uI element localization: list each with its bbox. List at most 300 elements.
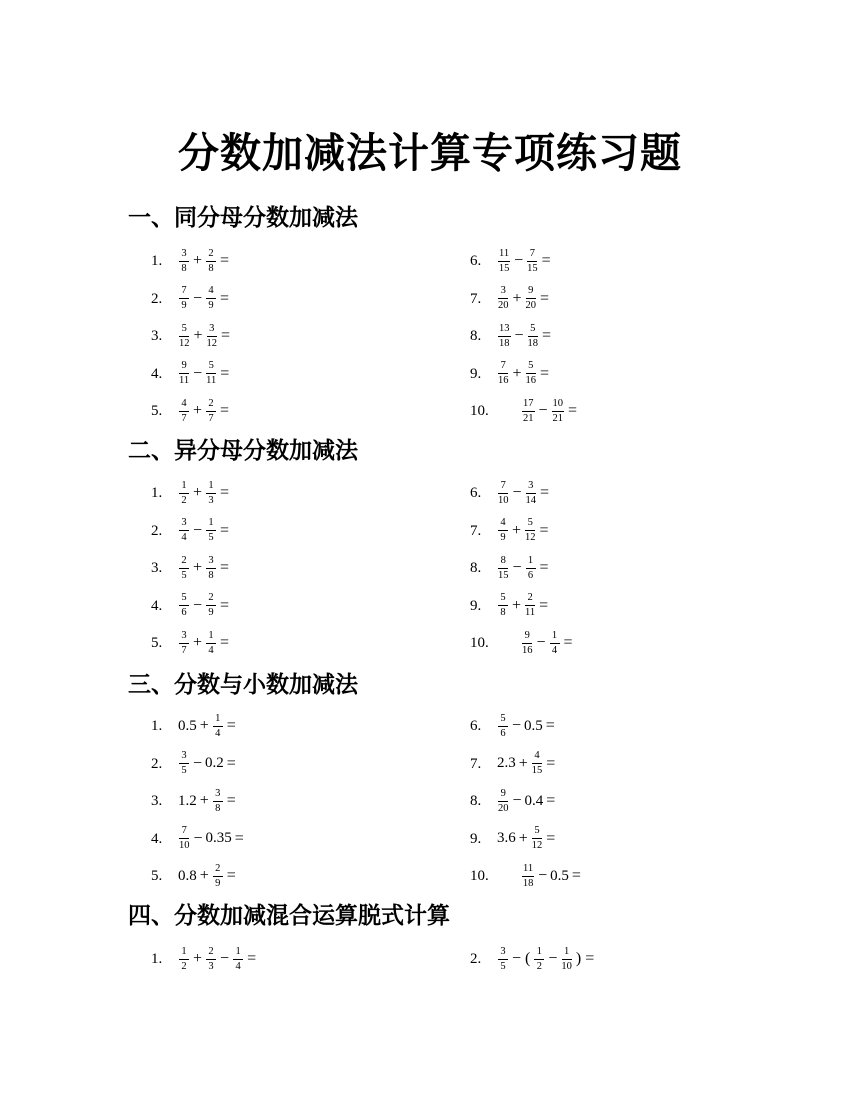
exercise-number: 3. [151, 328, 163, 344]
fraction [179, 555, 189, 582]
denominator: 10 [179, 840, 190, 851]
denominator: 9 [208, 607, 214, 618]
exercise-expression [177, 746, 238, 782]
minus-sign: − [193, 829, 203, 847]
fraction [534, 946, 544, 973]
denominator: 16 [498, 375, 509, 386]
equals-sign: = [542, 327, 552, 344]
fraction [522, 863, 534, 890]
fraction [233, 946, 243, 973]
exercise-number: 7. [470, 755, 482, 772]
numerator: 1 [179, 946, 189, 960]
exercise-expression [496, 475, 551, 511]
fraction [206, 630, 216, 657]
denominator: 4 [215, 727, 221, 739]
exercise-expression [177, 821, 246, 857]
plus-sign: + [512, 364, 522, 382]
equals-sign: = [234, 829, 244, 847]
numerator: 3 [213, 788, 223, 802]
equals-sign: = [541, 252, 551, 269]
equals-sign: = [539, 596, 549, 614]
fraction [206, 592, 216, 619]
exercise-expression [496, 783, 557, 819]
exercise-expression [496, 356, 551, 392]
exercise-number: 3. [151, 793, 163, 809]
numerator: 7 [179, 285, 189, 299]
denominator: 11 [179, 375, 190, 386]
fraction [179, 480, 189, 507]
fraction [498, 788, 509, 815]
denominator: 20 [498, 802, 509, 814]
denominator: 7 [181, 644, 187, 656]
plus-sign: + [518, 829, 528, 847]
exercise-number: 2. [151, 755, 163, 772]
minus-sign: − [193, 289, 203, 307]
denominator: 21 [523, 412, 534, 424]
numerator: 7 [498, 360, 508, 374]
fraction [526, 285, 537, 312]
denominator: 2 [536, 960, 542, 972]
denominator: 12 [206, 337, 218, 349]
equals-sign: = [220, 521, 230, 539]
fraction [561, 946, 572, 973]
denominator: 7 [208, 412, 214, 424]
denominator: 15 [527, 262, 538, 274]
exercise-number: 8. [470, 560, 482, 576]
fraction [207, 323, 218, 350]
plus-sign: + [199, 792, 209, 809]
decimal-number: 0.8 [178, 867, 197, 884]
fraction [179, 248, 189, 275]
denominator: 9 [500, 532, 506, 543]
numerator: 2 [206, 248, 216, 262]
fraction [498, 285, 509, 312]
fraction [179, 946, 189, 973]
numerator: 9 [526, 285, 536, 299]
fraction [213, 863, 223, 890]
numerator: 1 [534, 946, 544, 960]
exercise-number: 1. [151, 485, 163, 501]
numerator: 4 [498, 517, 508, 531]
exercise-number: 10. [470, 403, 489, 419]
equals-sign: = [226, 717, 236, 734]
parenthesis: ( [525, 950, 531, 967]
fraction [179, 517, 189, 544]
denominator: 5 [181, 569, 187, 581]
fraction [526, 555, 536, 582]
denominator: 8 [208, 262, 214, 274]
numerator: 17 [522, 398, 535, 412]
fraction [552, 398, 565, 425]
plus-sign: + [193, 950, 203, 967]
denominator: 5 [500, 960, 506, 972]
section-heading: 二、异分母分数加减法 [128, 438, 358, 464]
decimal-number: 0.5 [178, 717, 197, 734]
numerator: 3 [179, 517, 189, 531]
exercise-number: 6. [470, 718, 482, 734]
fraction [498, 323, 511, 350]
equals-sign: = [540, 289, 550, 307]
fraction [526, 480, 537, 507]
fraction [206, 360, 216, 387]
section-heading: 三、分数与小数加减法 [128, 672, 358, 698]
exercise-number: 7. [470, 522, 482, 539]
numerator: 1 [562, 946, 572, 960]
plus-sign: + [193, 634, 203, 651]
denominator: 6 [181, 607, 187, 618]
fraction [179, 592, 189, 619]
fraction [528, 323, 539, 350]
exercise-expression [496, 588, 550, 624]
decimal-number: 3.6 [497, 830, 516, 846]
equals-sign: = [220, 596, 230, 614]
fraction [179, 398, 189, 425]
page-title: 分数加减法计算专项练习题 [178, 129, 682, 177]
denominator: 14 [525, 494, 537, 506]
exercise-expression [496, 243, 553, 279]
denominator: 12 [525, 532, 536, 543]
minus-sign: − [548, 950, 558, 967]
plus-sign: + [193, 252, 203, 269]
denominator: 15 [498, 569, 509, 581]
equals-sign: = [247, 950, 257, 967]
exercise-expression [496, 318, 553, 354]
minus-sign: − [512, 950, 522, 967]
exercise-number: 10. [470, 868, 489, 884]
numerator: 5 [525, 517, 535, 531]
exercise-expression [177, 318, 232, 354]
plus-sign: + [512, 289, 522, 307]
denominator: 15 [531, 765, 543, 776]
denominator: 5 [181, 765, 187, 776]
numerator: 11 [498, 248, 510, 262]
numerator: 5 [179, 592, 189, 606]
equals-sign: = [539, 521, 549, 539]
decimal-number: 0.2 [205, 755, 224, 771]
exercise-expression [177, 550, 231, 586]
exercise-expression [177, 783, 238, 819]
numerator: 3 [179, 630, 189, 644]
numerator: 5 [526, 360, 536, 374]
fraction [525, 517, 536, 544]
exercise-number: 8. [470, 793, 482, 809]
numerator: 13 [498, 323, 511, 337]
equals-sign: = [546, 754, 556, 772]
fraction [525, 592, 535, 619]
exercise-number: 5. [151, 635, 163, 651]
minus-sign: − [536, 634, 546, 651]
numerator: 1 [550, 630, 560, 644]
fraction [498, 360, 509, 387]
numerator: 1 [213, 713, 223, 727]
numerator: 7 [498, 480, 508, 494]
plus-sign: + [193, 327, 203, 344]
fraction [213, 713, 223, 740]
exercise-expression [177, 513, 231, 549]
fraction [527, 248, 538, 275]
equals-sign: = [226, 754, 236, 772]
minus-sign: − [512, 484, 522, 501]
fraction [179, 285, 189, 312]
numerator: 5 [528, 323, 538, 337]
decimal-number: 0.35 [205, 830, 232, 846]
fraction [206, 285, 216, 312]
numerator: 3 [206, 555, 216, 569]
exercise-number: 4. [151, 365, 163, 382]
equals-sign: = [220, 634, 230, 651]
numerator: 5 [179, 323, 189, 337]
exercise-number: 9. [470, 365, 482, 382]
fraction [498, 555, 509, 582]
denominator: 2 [181, 960, 187, 972]
exercise-number: 1. [151, 253, 163, 269]
denominator: 10 [498, 494, 509, 506]
denominator: 12 [531, 840, 543, 851]
denominator: 20 [498, 300, 509, 311]
denominator: 18 [522, 877, 534, 889]
plus-sign: + [512, 596, 522, 614]
minus-sign: − [220, 950, 230, 967]
plus-sign: + [518, 754, 528, 772]
numerator: 5 [532, 825, 542, 839]
fraction [179, 630, 189, 657]
minus-sign: − [193, 596, 203, 614]
fraction [522, 398, 535, 425]
numerator: 1 [206, 630, 216, 644]
exercise-number: 4. [151, 830, 163, 847]
denominator: 9 [181, 300, 187, 311]
numerator: 10 [552, 398, 565, 412]
minus-sign: − [538, 402, 548, 419]
denominator: 3 [208, 494, 214, 506]
fraction [206, 248, 216, 275]
exercise-number: 1. [151, 951, 163, 967]
denominator: 9 [215, 877, 221, 889]
exercise-number: 5. [151, 868, 163, 884]
numerator: 1 [179, 480, 189, 494]
denominator: 4 [235, 960, 241, 972]
exercise-number: 5. [151, 403, 163, 419]
denominator: 18 [527, 337, 539, 349]
denominator: 8 [500, 607, 506, 618]
equals-sign: = [568, 402, 578, 419]
denominator: 8 [215, 802, 221, 814]
exercise-number: 9. [470, 597, 482, 614]
plus-sign: + [193, 559, 203, 576]
numerator: 2 [213, 863, 223, 877]
equals-sign: = [563, 634, 573, 651]
denominator: 6 [527, 569, 534, 581]
exercise-number: 3. [151, 560, 163, 576]
exercise-number: 8. [470, 328, 482, 344]
equals-sign: = [546, 792, 556, 809]
denominator: 2 [181, 494, 187, 506]
exercise-expression [177, 393, 231, 429]
exercise-number: 2. [151, 522, 163, 539]
numerator: 11 [522, 863, 534, 877]
equals-sign: = [220, 364, 230, 382]
exercise-expression [496, 708, 557, 744]
exercise-number: 4. [151, 597, 163, 614]
equals-sign: = [220, 402, 230, 419]
denominator: 3 [208, 960, 214, 972]
denominator: 6 [500, 727, 506, 739]
denominator: 20 [525, 300, 537, 311]
exercise-expression [177, 941, 258, 977]
exercise-number: 10. [470, 635, 489, 651]
fraction [206, 480, 216, 507]
fraction [498, 713, 508, 740]
plus-sign: + [193, 484, 203, 501]
decimal-number: 2.3 [497, 755, 516, 771]
numerator: 9 [498, 788, 508, 802]
equals-sign: = [221, 327, 231, 344]
numerator: 5 [498, 592, 508, 606]
exercise-number: 2. [470, 951, 482, 967]
numerator: 1 [526, 555, 536, 569]
numerator: 2 [525, 592, 535, 606]
minus-sign: − [538, 867, 548, 884]
exercise-number: 1. [151, 718, 163, 734]
fraction [550, 630, 560, 657]
denominator: 16 [522, 644, 533, 656]
minus-sign: − [514, 327, 524, 344]
numerator: 9 [179, 360, 189, 374]
denominator: 12 [179, 337, 190, 349]
exercise-expression [520, 393, 579, 429]
exercise-expression [496, 821, 557, 857]
equals-sign: = [220, 252, 230, 269]
numerator: 5 [206, 360, 216, 374]
denominator: 11 [206, 375, 217, 386]
minus-sign: − [512, 559, 522, 576]
fraction [179, 750, 189, 777]
exercise-expression [496, 941, 596, 977]
fraction [206, 946, 216, 973]
minus-sign: − [193, 754, 203, 772]
exercise-expression [177, 356, 231, 392]
fraction [522, 630, 533, 657]
exercise-expression [177, 588, 231, 624]
numerator: 4 [532, 750, 542, 764]
numerator: 2 [206, 592, 216, 606]
exercise-expression [177, 281, 231, 317]
section-heading: 一、同分母分数加减法 [128, 205, 358, 231]
denominator: 8 [208, 569, 214, 581]
exercise-expression [496, 746, 557, 782]
denominator: 10 [561, 960, 572, 972]
denominator: 9 [208, 300, 214, 311]
equals-sign: = [226, 867, 236, 884]
fraction [179, 360, 189, 387]
equals-sign: = [220, 559, 230, 576]
exercise-number: 2. [151, 290, 163, 307]
denominator: 7 [181, 412, 187, 424]
fraction [532, 825, 543, 852]
minus-sign: − [193, 521, 203, 539]
decimal-number: 1.2 [178, 792, 197, 809]
numerator: 5 [498, 713, 508, 727]
numerator: 3 [179, 248, 189, 262]
fraction [206, 517, 216, 544]
numerator: 1 [233, 946, 243, 960]
fraction [179, 825, 190, 852]
equals-sign: = [220, 484, 230, 501]
decimal-number: 0.5 [524, 717, 543, 734]
denominator: 4 [181, 532, 187, 543]
denominator: 8 [181, 262, 187, 274]
denominator: 5 [208, 532, 214, 543]
exercise-expression [520, 858, 583, 894]
fraction [498, 592, 508, 619]
denominator: 16 [525, 375, 537, 386]
numerator: 1 [206, 517, 216, 531]
numerator: 1 [206, 480, 216, 494]
plus-sign: + [199, 867, 209, 884]
plus-sign: + [512, 521, 522, 539]
minus-sign: − [193, 364, 203, 382]
fraction [498, 248, 510, 275]
exercise-number: 7. [470, 290, 482, 307]
fraction [206, 398, 216, 425]
exercise-number: 6. [470, 485, 482, 501]
equals-sign: = [585, 950, 595, 967]
denominator: 11 [525, 607, 536, 618]
equals-sign: = [571, 867, 581, 884]
minus-sign: − [514, 252, 524, 269]
section-heading: 四、分数加减混合运算脱式计算 [128, 903, 450, 929]
numerator: 7 [527, 248, 537, 262]
fraction [526, 360, 537, 387]
exercise-expression [496, 550, 551, 586]
fraction [532, 750, 543, 777]
numerator: 9 [522, 630, 532, 644]
parenthesis: ) [575, 950, 582, 967]
numerator: 3 [207, 323, 217, 337]
numerator: 2 [206, 946, 216, 960]
numerator: 8 [498, 555, 508, 569]
numerator: 3 [498, 285, 508, 299]
denominator: 4 [208, 644, 214, 656]
plus-sign: + [193, 402, 203, 419]
exercise-expression [177, 625, 231, 661]
plus-sign: + [199, 717, 209, 734]
equals-sign: = [545, 717, 555, 734]
exercise-expression [177, 243, 231, 279]
numerator: 4 [179, 398, 189, 412]
equals-sign: = [226, 792, 236, 809]
exercise-expression [177, 708, 238, 744]
equals-sign: = [540, 484, 550, 501]
fraction [213, 788, 223, 815]
numerator: 2 [179, 555, 189, 569]
numerator: 3 [179, 750, 189, 764]
decimal-number: 0.4 [524, 792, 544, 809]
numerator: 2 [206, 398, 216, 412]
exercise-expression [520, 625, 575, 661]
equals-sign: = [539, 559, 549, 576]
fraction [498, 946, 508, 973]
exercise-expression [496, 513, 551, 549]
denominator: 18 [499, 337, 510, 349]
decimal-number: 0.5 [550, 867, 569, 884]
equals-sign: = [546, 829, 556, 847]
exercise-expression [496, 281, 551, 317]
numerator: 4 [206, 285, 216, 299]
denominator: 15 [498, 262, 510, 274]
fraction [498, 480, 509, 507]
minus-sign: − [512, 792, 522, 809]
